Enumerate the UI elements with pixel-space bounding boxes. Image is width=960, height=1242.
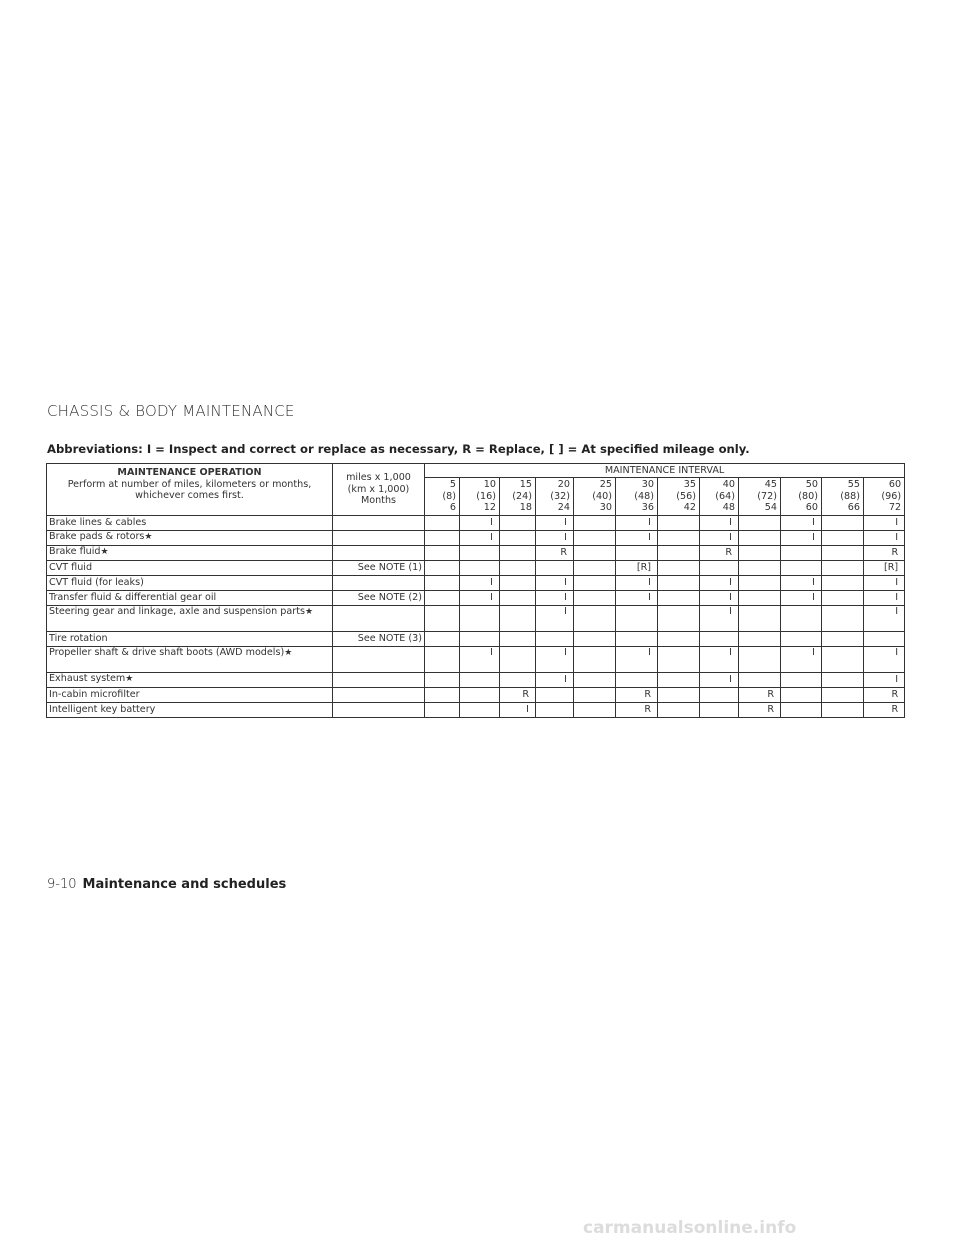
interval-cell: R (739, 687, 781, 702)
star-icon: ★ (100, 547, 109, 558)
interval-cell: I (700, 590, 739, 605)
interval-cell (822, 560, 864, 575)
interval-cell (822, 515, 864, 530)
interval-cell (658, 702, 700, 717)
interval-cell (574, 687, 616, 702)
watermark: carmanualsonline.info (583, 1218, 797, 1238)
chapter-title: Maintenance and schedules (82, 877, 287, 892)
interval-cell (781, 545, 822, 560)
interval-months: 6 (449, 502, 456, 513)
interval-cell: I (616, 530, 658, 545)
interval-months: 36 (641, 502, 654, 513)
interval-km: (8) (442, 490, 456, 502)
operation-name (47, 515, 333, 530)
interval-cell (739, 560, 781, 575)
interval-cell: I (460, 575, 500, 590)
interval-cell: I (616, 575, 658, 590)
operation-name (47, 646, 333, 672)
interval-cell: I (864, 646, 905, 672)
interval-cell: I (536, 605, 574, 631)
interval-cell (536, 631, 574, 646)
operation-label: CVT fluid (49, 561, 93, 573)
interval-cell: I (460, 530, 500, 545)
operation-label: In-cabin microfilter (49, 688, 140, 700)
interval-cell: I (781, 575, 822, 590)
interval-cell (864, 631, 905, 646)
interval-cell (460, 605, 500, 631)
operation-note: See NOTE (2) (333, 590, 425, 605)
interval-cell: I (536, 672, 574, 687)
interval-cell (658, 530, 700, 545)
operation-name (47, 605, 333, 631)
interval-column-header (616, 478, 658, 516)
star-icon: ★ (125, 674, 134, 685)
operation-note (333, 545, 425, 560)
interval-km: (24) (512, 490, 532, 502)
interval-cell (739, 646, 781, 672)
interval-cell (658, 515, 700, 530)
star-icon: ★ (304, 606, 314, 617)
table-row (47, 605, 905, 631)
interval-cell (822, 672, 864, 687)
interval-km: (56) (676, 490, 696, 502)
interval-cell (425, 530, 460, 545)
operation-label: CVT fluid (for leaks) (49, 576, 144, 588)
interval-months: 66 (847, 502, 860, 513)
interval-cell (781, 687, 822, 702)
interval-cell (781, 631, 822, 646)
interval-cell (822, 646, 864, 672)
interval-cell (425, 545, 460, 560)
operation-note (333, 515, 425, 530)
operation-name (47, 672, 333, 687)
interval-cell: I (700, 646, 739, 672)
operation-label: Intelligent key battery (49, 703, 156, 715)
interval-months: 72 (888, 502, 902, 513)
operation-note (333, 605, 425, 631)
star-icon: ★ (284, 647, 293, 658)
interval-cell: R (616, 687, 658, 702)
interval-cell (574, 560, 616, 575)
interval-column-header (500, 478, 536, 516)
interval-months: 48 (722, 502, 735, 513)
interval-cell (822, 631, 864, 646)
interval-cell (460, 545, 500, 560)
interval-miles: 55 (847, 479, 860, 490)
interval-cell (700, 687, 739, 702)
interval-cell (658, 605, 700, 631)
interval-cell: R (739, 702, 781, 717)
operation-note (333, 702, 425, 717)
operation-note: See NOTE (1) (333, 560, 425, 575)
interval-cell: I (781, 515, 822, 530)
interval-cell (822, 575, 864, 590)
interval-cell (739, 515, 781, 530)
interval-km: (96) (881, 490, 902, 502)
interval-column-header (739, 478, 781, 516)
interval-cell (460, 672, 500, 687)
interval-cell (739, 605, 781, 631)
interval-cell: I (536, 575, 574, 590)
interval-cell: R (616, 702, 658, 717)
interval-cell (700, 631, 739, 646)
interval-cell: I (700, 530, 739, 545)
units-header (333, 464, 425, 516)
interval-cell (822, 605, 864, 631)
interval-cell: R (500, 687, 536, 702)
table-row (47, 560, 905, 575)
units-months: Months (360, 495, 397, 506)
maintenance-schedule-table (46, 463, 905, 718)
interval-column-header (460, 478, 500, 516)
schedule-body (47, 515, 905, 717)
table-row (47, 702, 905, 717)
units-km: (km x 1,000) (347, 483, 410, 495)
interval-cell (425, 560, 460, 575)
interval-months: 24 (557, 502, 570, 513)
interval-cell (574, 646, 616, 672)
operation-name (47, 545, 333, 560)
interval-cell (616, 605, 658, 631)
operation-note (333, 575, 425, 590)
interval-km: (40) (592, 490, 612, 502)
interval-cell: R (700, 545, 739, 560)
interval-cell: I (700, 672, 739, 687)
interval-cell (739, 575, 781, 590)
interval-cell: I (781, 646, 822, 672)
table-row (47, 530, 905, 545)
operation-label: Exhaust system (49, 673, 126, 685)
interval-cell: I (864, 530, 905, 545)
interval-cell: I (781, 530, 822, 545)
interval-cell: I (864, 605, 905, 631)
interval-cell (739, 631, 781, 646)
interval-cell (574, 672, 616, 687)
interval-cell: I (500, 702, 536, 717)
interval-column-header (574, 478, 616, 516)
interval-km: (64) (715, 490, 735, 502)
interval-header: MAINTENANCE INTERVAL (425, 464, 905, 478)
interval-cell (658, 545, 700, 560)
interval-cell (536, 560, 574, 575)
interval-cell: I (864, 672, 905, 687)
interval-cell: I (460, 515, 500, 530)
interval-km: (16) (476, 490, 496, 502)
interval-cell (425, 631, 460, 646)
interval-cell: I (460, 590, 500, 605)
section-title: CHASSIS & BODY MAINTENANCE (47, 402, 295, 420)
interval-miles: 25 (599, 479, 612, 490)
interval-cell: I (700, 515, 739, 530)
interval-cell (781, 560, 822, 575)
interval-cell: R (864, 545, 905, 560)
operation-note: See NOTE (3) (333, 631, 425, 646)
table-row (47, 646, 905, 672)
interval-column-header (781, 478, 822, 516)
interval-column-header (425, 478, 460, 516)
interval-months: 12 (483, 502, 496, 513)
interval-cell (822, 545, 864, 560)
interval-cell: I (536, 515, 574, 530)
interval-cell (616, 545, 658, 560)
interval-cell (460, 702, 500, 717)
interval-cell (739, 530, 781, 545)
operation-label: Transfer fluid & differential gear oil (49, 591, 217, 603)
interval-miles: 45 (764, 479, 777, 490)
interval-cell: I (616, 590, 658, 605)
interval-column-header (822, 478, 864, 516)
interval-cell (574, 575, 616, 590)
interval-cell (460, 560, 500, 575)
interval-cell (658, 590, 700, 605)
interval-km: (88) (840, 490, 860, 502)
interval-cell (822, 530, 864, 545)
interval-cell (460, 687, 500, 702)
interval-cell (781, 605, 822, 631)
interval-cell (574, 702, 616, 717)
interval-cell: I (864, 575, 905, 590)
interval-cell (574, 631, 616, 646)
interval-cell: I (616, 515, 658, 530)
interval-cell (536, 687, 574, 702)
interval-km: (80) (798, 490, 818, 502)
operation-note (333, 687, 425, 702)
operation-name (47, 590, 333, 605)
interval-cell (500, 530, 536, 545)
operation-name (47, 560, 333, 575)
interval-miles: 20 (557, 479, 570, 490)
interval-cell (658, 631, 700, 646)
star-icon: ★ (144, 532, 153, 543)
interval-cell (822, 590, 864, 605)
interval-cell (658, 646, 700, 672)
interval-cell: R (864, 702, 905, 717)
interval-cell: I (536, 590, 574, 605)
operation-header-title: MAINTENANCE OPERATION (117, 467, 262, 478)
interval-miles: 10 (483, 479, 496, 490)
interval-cell (739, 545, 781, 560)
page-footer (47, 877, 286, 892)
interval-km: (48) (634, 490, 654, 502)
operation-label: Brake pads & rotors (49, 531, 145, 543)
interval-cell (500, 631, 536, 646)
interval-cell: I (536, 530, 574, 545)
interval-cell: I (616, 646, 658, 672)
operation-name (47, 530, 333, 545)
interval-cell (536, 702, 574, 717)
interval-cell (658, 560, 700, 575)
operation-note (333, 530, 425, 545)
abbreviations-legend: Abbreviations: I = Inspect and correct or replace as necessary, R = Replace, [ ] = At specified mileage only. (47, 442, 750, 456)
interval-cell (500, 672, 536, 687)
interval-cell (739, 672, 781, 687)
interval-cell: R (864, 687, 905, 702)
interval-cell (425, 590, 460, 605)
table-row (47, 590, 905, 605)
interval-cell: [R] (616, 560, 658, 575)
interval-miles: 35 (683, 479, 696, 490)
interval-cell (739, 590, 781, 605)
operation-header (47, 464, 333, 516)
interval-cell (781, 702, 822, 717)
interval-cell (616, 672, 658, 687)
interval-cell (574, 590, 616, 605)
interval-miles: 15 (519, 479, 532, 490)
operation-label: Propeller shaft & drive shaft boots (AWD models) (49, 646, 285, 658)
interval-cell (425, 687, 460, 702)
operation-label: Steering gear and linkage, axle and suspension parts (49, 605, 305, 617)
interval-cell (425, 646, 460, 672)
table-row (47, 545, 905, 560)
interval-cell (500, 605, 536, 631)
interval-cell (822, 687, 864, 702)
operation-note (333, 646, 425, 672)
page-number: 9-10 (47, 877, 77, 892)
interval-cell (425, 672, 460, 687)
operation-name (47, 687, 333, 702)
interval-months: 42 (683, 502, 696, 513)
interval-miles: 50 (805, 479, 818, 490)
operation-label: Brake fluid (49, 546, 101, 558)
interval-column-header (700, 478, 739, 516)
interval-miles: 40 (722, 479, 735, 490)
interval-cell (700, 560, 739, 575)
interval-miles: 60 (888, 479, 902, 490)
interval-column-header (658, 478, 700, 516)
operation-name (47, 631, 333, 646)
interval-cell (574, 530, 616, 545)
interval-cell (500, 590, 536, 605)
operation-name (47, 575, 333, 590)
interval-cell: [R] (864, 560, 905, 575)
interval-cell (700, 702, 739, 717)
table-row (47, 515, 905, 530)
interval-cell: I (700, 605, 739, 631)
interval-cell (658, 687, 700, 702)
interval-cell (500, 545, 536, 560)
interval-cell (574, 605, 616, 631)
interval-cell (500, 560, 536, 575)
interval-cell (500, 575, 536, 590)
table-row (47, 687, 905, 702)
interval-months: 30 (599, 502, 612, 513)
interval-cell (574, 545, 616, 560)
interval-cell (500, 646, 536, 672)
interval-cell: I (864, 590, 905, 605)
table-row (47, 575, 905, 590)
interval-cell (500, 515, 536, 530)
interval-km: (32) (550, 490, 570, 502)
operation-label: Brake lines & cables (49, 516, 147, 528)
operation-label: Tire rotation (49, 632, 108, 644)
interval-cell (460, 631, 500, 646)
interval-cell: I (700, 575, 739, 590)
interval-miles: 30 (641, 479, 654, 490)
interval-cell (822, 702, 864, 717)
interval-cell (658, 575, 700, 590)
interval-cell: R (536, 545, 574, 560)
interval-cell (781, 672, 822, 687)
units-miles: miles x 1,000 (346, 472, 411, 483)
interval-cell (425, 575, 460, 590)
interval-cell (658, 672, 700, 687)
interval-cell: I (781, 590, 822, 605)
interval-miles: 5 (449, 479, 456, 490)
interval-column-header (536, 478, 574, 516)
table-row (47, 631, 905, 646)
interval-cell (425, 702, 460, 717)
operation-note (333, 672, 425, 687)
interval-cell: I (864, 515, 905, 530)
interval-cell: I (536, 646, 574, 672)
interval-months: 54 (764, 502, 777, 513)
interval-cell (425, 605, 460, 631)
interval-months: 18 (519, 502, 532, 513)
interval-column-header (864, 478, 905, 516)
interval-cell (616, 631, 658, 646)
interval-cell: I (460, 646, 500, 672)
interval-months: 60 (805, 502, 818, 513)
operation-header-subtitle: Perform at number of miles, kilometers or months, whichever comes first. (67, 478, 312, 501)
interval-km: (72) (757, 490, 777, 502)
table-row (47, 672, 905, 687)
interval-cell (574, 515, 616, 530)
interval-cell (425, 515, 460, 530)
operation-name (47, 702, 333, 717)
